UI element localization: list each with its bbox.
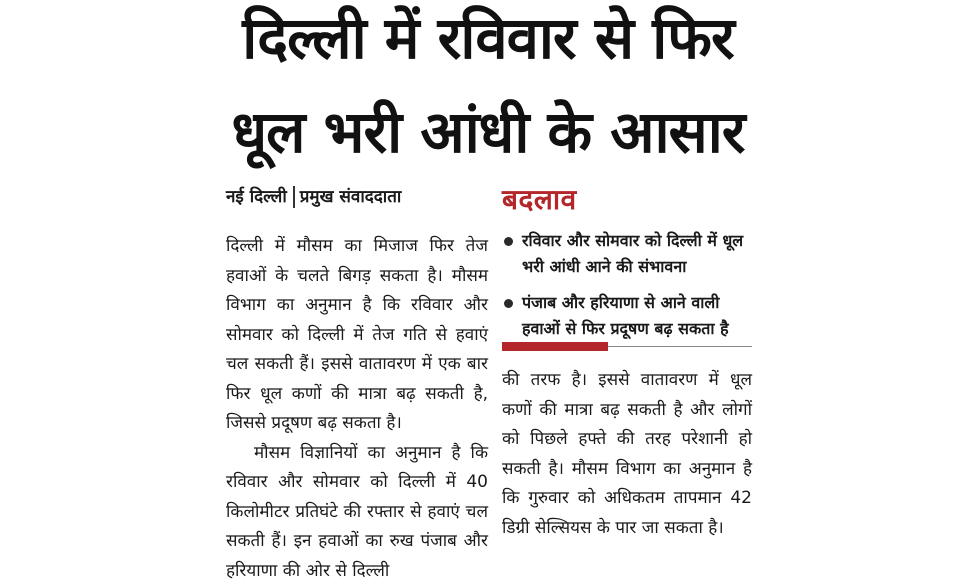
article-paragraph-3: की तरफ है। इससे वातावरण में धूल कणों की मात्रा बढ़ सकती है और लोगों को पिछले हफ्ते की तरह परेशानी हो सकती है। मौसम विभाग का अनुमान है कि गुरुवार को अधिकतम तापमान 42 डिग्री सेल्सियस के पार जा सकता है। <box>502 366 752 543</box>
bullet-icon <box>504 299 513 308</box>
byline-divider <box>293 186 295 208</box>
sidebar-bullet-item <box>502 290 754 342</box>
byline-role: प्रमुख संवाददाता <box>300 187 402 207</box>
sidebar-bullet-list <box>502 228 754 352</box>
headline-line-1: दिल्ली में रविवार से फिर <box>208 0 768 78</box>
sidebar-bullet-text: पंजाब और हरियाणा से आने वाली हवाओं से फिर प्रदूषण बढ़ सकता है <box>522 293 729 338</box>
bullet-icon <box>504 237 513 246</box>
accent-bar <box>502 342 608 351</box>
article-column-left <box>226 232 488 586</box>
article-paragraph-2: मौसम विज्ञानियों का अनुमान है कि रविवार और सोमवार को दिल्ली में 40 किलोमीटर प्रतिघंटे की रफ्तार से हवाएं चल सकती हैं। इन हवाओं का रुख पंजाब और हरियाणा की ओर से दिल्ली <box>226 439 488 586</box>
headline <box>208 0 768 160</box>
byline-place: नई दिल्ली <box>226 187 287 207</box>
sidebar-bullet-text: रविवार और सोमवार को दिल्ली में धूल भरी आंधी आने की संभावना <box>522 231 743 276</box>
sidebar-bullet-item <box>502 228 754 280</box>
article-column-right <box>502 366 752 543</box>
byline <box>226 184 488 208</box>
divider-line <box>608 346 752 347</box>
sidebar-divider-rule <box>502 342 752 351</box>
headline-line-2: धूल भरी आंधी के आसार <box>208 92 768 172</box>
article-paragraph-1: दिल्ली में मौसम का मिजाज फिर तेज हवाओं के चलते बिगड़ सकता है। मौसम विभाग का अनुमान है कि रविवार और सोमवार को दिल्ली में तेज गति से हवाएं चल सकती हैं। इससे वातावरण में एक बार फिर धूल कणों की मात्रा बढ़ सकती है, जिससे प्रदूषण बढ़ सकता है। <box>226 232 488 439</box>
sidebar-title: बदलाव <box>502 180 577 220</box>
